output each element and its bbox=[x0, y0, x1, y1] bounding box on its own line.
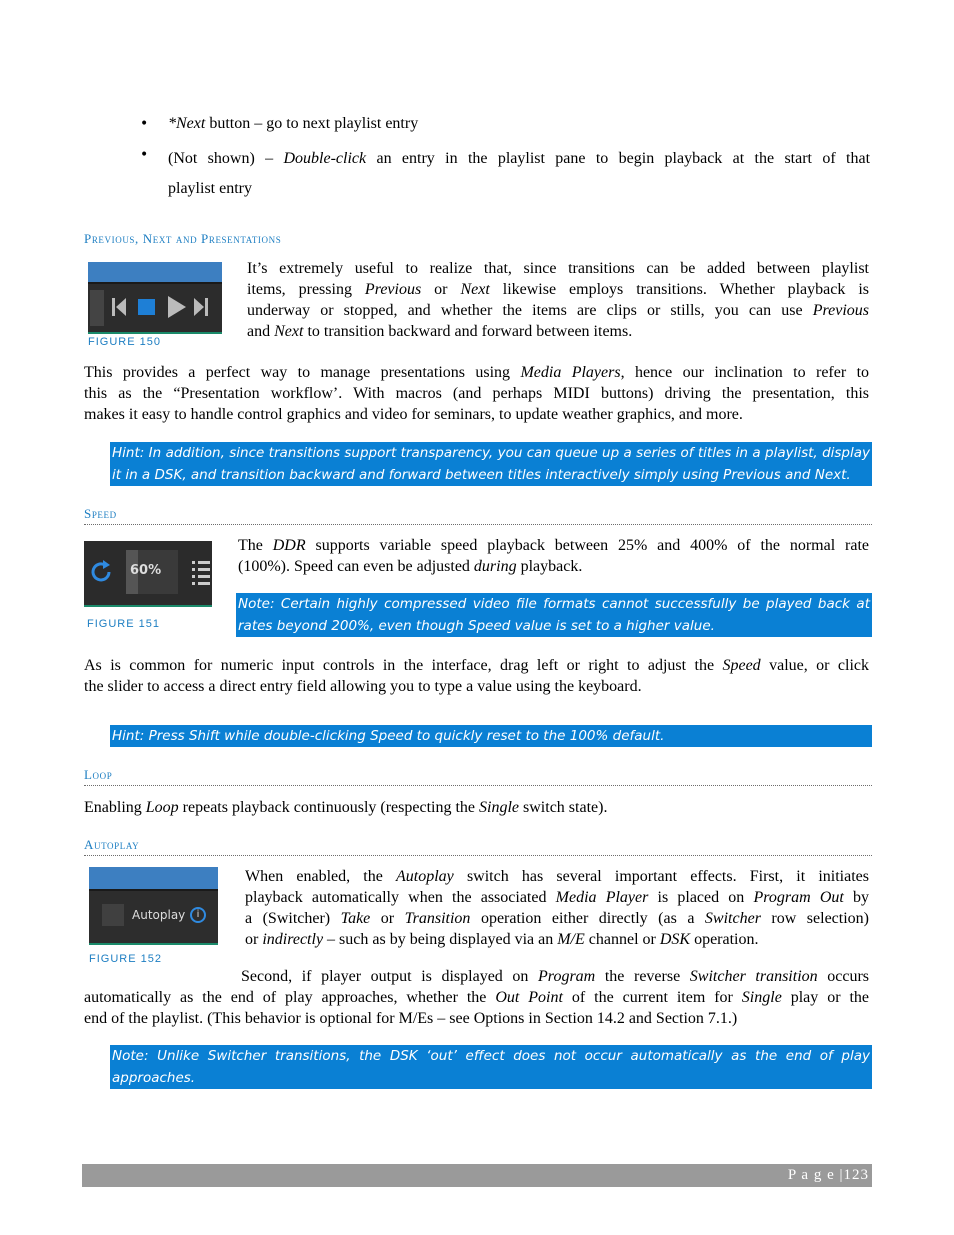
panel-bottom-line bbox=[88, 332, 222, 334]
hint-box-transparency: Hint: In addition, since transitions support transparency, you can queue up a series of titles in a playlist, display it in a DSK, and transition backward and forward between titles interactively simply using Previous and Next. bbox=[110, 442, 872, 486]
section-heading-autoplay: Autoplay bbox=[84, 837, 872, 856]
hint-box-shift-reset: Hint: Press Shift while double-clicking Speed to quickly reset to the 100% default. bbox=[110, 725, 872, 747]
play-icon[interactable] bbox=[168, 296, 186, 318]
speed-slider-paragraph: As is common for numeric input controls in the interface, drag left or right to adjust the Speed value, or click the slider to access a direct entry field allowing you to type a value using the keyboard. bbox=[84, 657, 869, 695]
loop-icon[interactable] bbox=[88, 559, 114, 585]
autoplay-paragraph-1: When enabled, the Autoplay switch has several important effects. First, it initiates playback automatically when the associated Media Player is placed on Program Out by a (Switcher) Take or Transition operation either directly (as a Switcher row selection) or indirectly – such as by being displayed via an M/E channel or DSK operation. bbox=[245, 868, 870, 948]
speed-value: 60% bbox=[130, 563, 162, 578]
figure-150-caption: FIGURE 150 bbox=[88, 336, 161, 348]
figure-150-transport-controls bbox=[88, 262, 222, 334]
figure-151-speed-control bbox=[84, 541, 212, 607]
autoplay-checkbox[interactable] bbox=[102, 904, 124, 926]
panel-bottom-line bbox=[89, 943, 218, 945]
previous-icon[interactable] bbox=[112, 298, 126, 316]
bullet-dot: • bbox=[140, 147, 149, 163]
panel-header-bar bbox=[88, 262, 222, 282]
speed-slider[interactable] bbox=[126, 550, 178, 594]
section-heading-speed: Speed bbox=[84, 506, 872, 525]
note-box-compressed-formats: Note: Certain highly compressed video file formats cannot successfully be played back at rates beyond 200%, even though Speed value is set to a higher value. bbox=[236, 593, 872, 637]
note-box-dsk-out: Note: Unlike Switcher transitions, the DSK ‘out’ effect does not occur automatically as the end of play approaches. bbox=[110, 1045, 872, 1089]
page-number: P a g e |123 bbox=[787, 1167, 869, 1183]
panel-separator bbox=[88, 282, 222, 284]
section-heading-previous-next: Previous, Next and Presentations bbox=[84, 231, 282, 246]
previous-next-paragraph: It’s extremely useful to realize that, since transitions can be added between playlist items, pressing Previous or Next likewise employs transitions. Whether playback is underway or stopped, and whether the items are clips or stills, you can use Previous and Next to transition backward and forward between items. bbox=[247, 260, 869, 340]
stop-icon[interactable] bbox=[138, 299, 155, 315]
playlist-icon[interactable] bbox=[192, 559, 210, 587]
figure-151-caption: FIGURE 151 bbox=[87, 618, 160, 630]
bullet-dot: • bbox=[140, 116, 149, 132]
autoplay-paragraph-2: Second, if player output is displayed on Program the reverse Switcher transition occurs automatically as the end of play approaches, whether the Out Point of the current item for Single play or the end of the playlist. (This behavior is optional for M/Es – see Options in Section 14.2 and Section 7.1.) bbox=[84, 968, 870, 1027]
loop-paragraph: Enabling Loop repeats playback continuously (respecting the Single switch state). bbox=[84, 799, 608, 816]
figure-152-caption: FIGURE 152 bbox=[89, 953, 162, 965]
panel-header-bar bbox=[89, 867, 218, 889]
section-heading-loop: Loop bbox=[84, 767, 872, 786]
next-icon[interactable] bbox=[194, 298, 208, 316]
autoplay-label: Autoplay bbox=[132, 908, 186, 922]
panel-bottom-line bbox=[84, 605, 212, 607]
info-icon[interactable]: i bbox=[190, 907, 206, 923]
bullet-next: *Next button – go to next playlist entry bbox=[168, 115, 419, 132]
panel-side-strip bbox=[90, 290, 104, 326]
bullet-double-click: (Not shown) – Double-click an entry in the playlist pane to begin playback at the start of that playlist entry bbox=[168, 150, 871, 197]
speed-paragraph: The DDR supports variable speed playback between 25% and 400% of the normal rate (100%). Speed can even be adjusted during playback. bbox=[238, 537, 870, 575]
presentation-paragraph: This provides a perfect way to manage presentations using Media Players, hence our inclination to refer to this as the “Presentation workflow’. With macros (and perhaps MIDI buttons) driving the presentation, this makes it easy to handle control graphics and video for seminars, to update weather graphics, and more. bbox=[84, 364, 870, 423]
figure-152-autoplay-control bbox=[89, 867, 218, 945]
page-footer bbox=[82, 1164, 872, 1187]
panel-separator bbox=[89, 889, 218, 891]
